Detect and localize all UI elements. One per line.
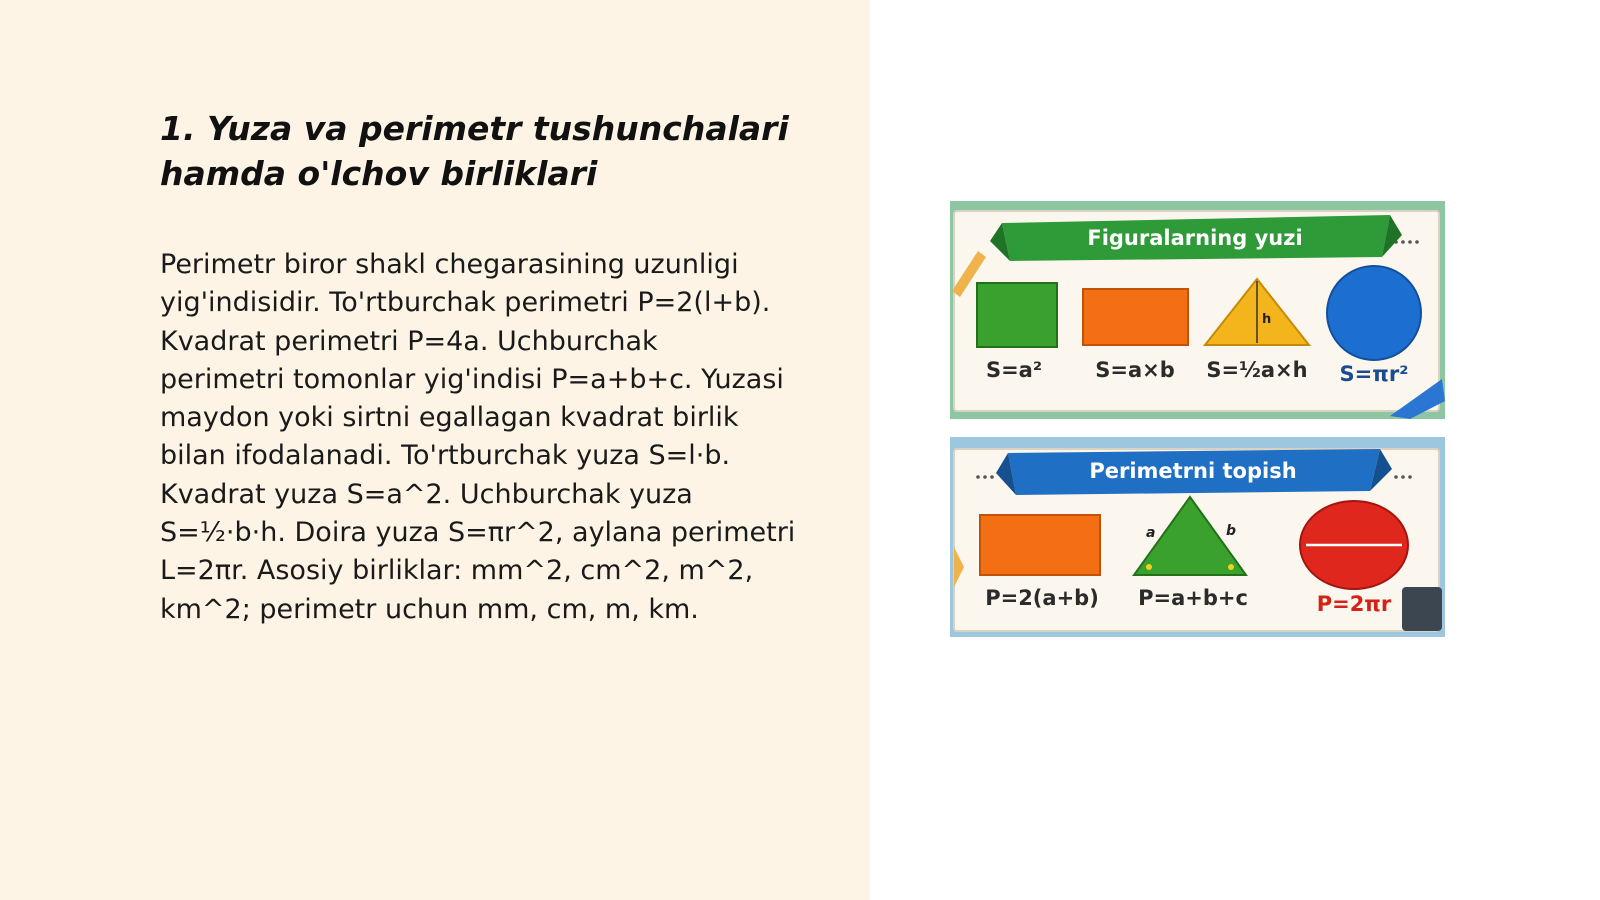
circle-shape — [1327, 266, 1421, 360]
body-line-1: Perimetr biror shakl chegarasining uzunligi — [160, 249, 739, 280]
body-line-2: yig'indisidir. To'rtburchak perimetri P=2(l+b). — [160, 287, 771, 319]
square-area-formula: S=a² — [985, 358, 1043, 382]
body-line-9: L=2πr. Asosiy birliklar: mm^2, cm^2, m^2, — [160, 555, 754, 587]
rectangle-shape — [980, 515, 1100, 575]
body-line-4: perimetri tomonlar yig'indisi P=a+b+c. Yuzasi — [160, 363, 784, 395]
circle-area-formula: S=πr² — [1339, 362, 1409, 386]
slide-title — [160, 106, 840, 196]
body-line-3: Kvadrat perimetri P=4a. Uchburchak — [160, 325, 658, 357]
triangle-side-label-a: a — [1146, 525, 1156, 541]
rectangle-shape — [1083, 289, 1188, 345]
triangle-height-label: h — [1262, 312, 1272, 327]
area-banner-title: Figuralarning yuzi — [1087, 226, 1303, 250]
geometry-illustration — [950, 201, 1445, 637]
calculator-icon — [1402, 587, 1442, 631]
body-line-7: Kvadrat yuza S=a^2. Uchburchak yuza — [160, 478, 693, 510]
triangle-side-label-b: b — [1226, 523, 1237, 539]
body-line-6: bilan ifodalanadi. To'rtburchak yuza S=l·b. — [160, 440, 731, 472]
body-line-5: maydon yoki sirtni egallagan kvadrat birlik — [160, 402, 739, 434]
perimeter-banner-title: Perimetrni topish — [1089, 459, 1297, 483]
slide-title-line-2: hamda o'lchov birliklari — [160, 154, 598, 193]
slide-body-text — [160, 246, 840, 629]
triangle-area-formula: S=½a×h — [1206, 358, 1308, 382]
rectangle-perimeter-formula: P=2(a+b) — [985, 586, 1099, 610]
circle-perimeter-formula: P=2πr — [1316, 592, 1392, 616]
square-shape — [977, 283, 1057, 347]
perimeter-card — [950, 437, 1445, 637]
body-line-10: km^2; perimetr uchun mm, cm, m, km. — [160, 593, 699, 625]
triangle-perimeter-formula: P=a+b+c — [1138, 586, 1248, 610]
body-line-8: S=½·b·h. Doira yuza S=πr^2, aylana perimetri — [160, 517, 796, 549]
area-card — [950, 201, 1445, 419]
rectangle-area-formula: S=a×b — [1095, 358, 1175, 382]
slide-title-line-1: 1. Yuza va perimetr tushunchalari — [160, 109, 789, 148]
